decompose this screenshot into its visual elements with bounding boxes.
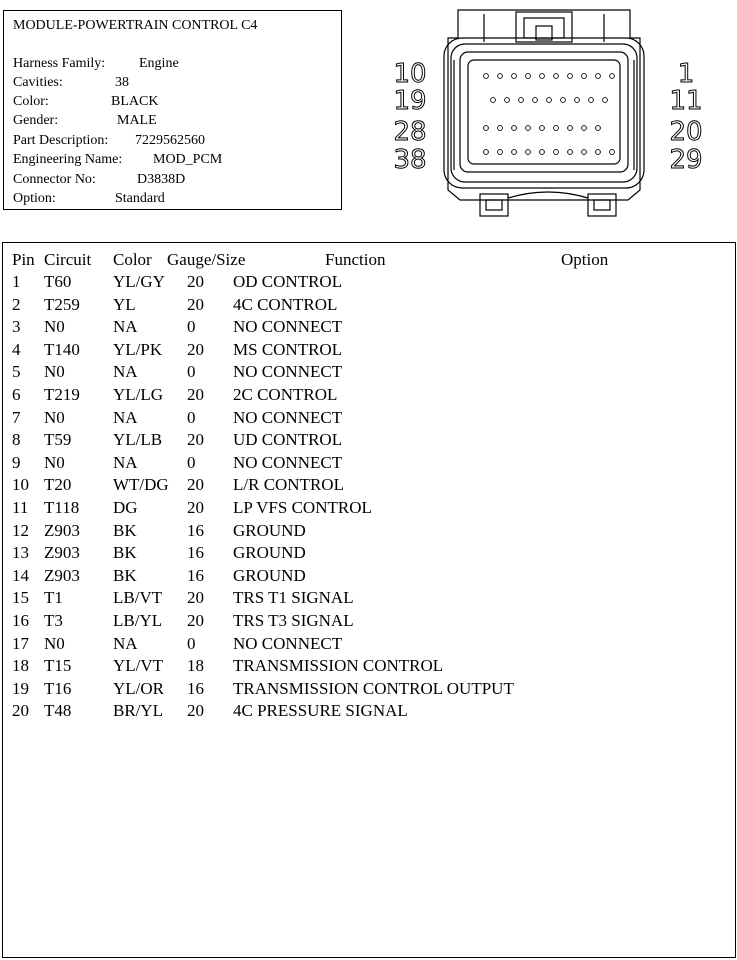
header-option: Option xyxy=(561,250,609,269)
field-engineering-name xyxy=(13,152,223,168)
cell-circuit: T3 xyxy=(44,611,63,630)
cell-color: YL/VT xyxy=(113,656,164,676)
cell-function: GROUND xyxy=(233,565,306,585)
cell-gauge: 0 xyxy=(187,633,196,653)
cell-color: YL/LB xyxy=(113,430,163,450)
cell-function: OD CONTROL xyxy=(233,272,343,291)
cell-pin: 7 xyxy=(12,407,21,427)
header-pin: Pin xyxy=(12,250,35,269)
cavity-label-11: 11 xyxy=(669,86,703,116)
cell-circuit: N0 xyxy=(44,407,65,427)
header-gauge: Gauge/Size xyxy=(167,250,246,269)
cell-pin: 15 xyxy=(12,588,29,608)
cell-function: GROUND xyxy=(233,543,306,563)
bottom-tab-left xyxy=(480,194,508,216)
cell-function: 2C CONTROL xyxy=(233,385,338,404)
header-function: Function xyxy=(325,250,386,269)
field-label: Part Description: xyxy=(13,133,109,148)
cell-circuit: Z903 xyxy=(44,565,80,585)
cell-color: YL/OR xyxy=(113,678,164,698)
field-part-description xyxy=(13,133,205,149)
module-title: MODULE-POWERTRAIN CONTROL C4 xyxy=(13,18,258,33)
field-harness-family xyxy=(13,56,179,72)
cell-color: NA xyxy=(113,452,138,472)
cell-color: YL xyxy=(113,294,136,314)
field-value: MALE xyxy=(117,113,157,128)
cell-circuit: T20 xyxy=(44,475,72,495)
cell-function: UD CONTROL xyxy=(233,430,343,450)
cell-pin: 4 xyxy=(12,339,21,359)
top-latch-inner xyxy=(524,18,564,38)
cell-pin: 19 xyxy=(12,678,29,698)
cell-pin: 5 xyxy=(12,362,21,382)
field-connector-no xyxy=(13,172,186,188)
field-color xyxy=(13,94,159,110)
cell-pin: 6 xyxy=(12,385,21,404)
cell-circuit: T140 xyxy=(44,339,80,359)
cell-gauge: 0 xyxy=(187,317,196,337)
field-value: 38 xyxy=(115,75,129,90)
cell-color: LB/VT xyxy=(113,588,163,608)
field-value: 7229562560 xyxy=(135,133,205,148)
cell-function: LP VFS CONTROL xyxy=(233,498,372,517)
field-label: Engineering Name: xyxy=(13,152,123,167)
cell-color: DG xyxy=(113,498,138,517)
cell-pin: 16 xyxy=(12,611,29,630)
header-color: Color xyxy=(113,250,152,269)
cell-circuit: T1 xyxy=(44,588,63,608)
cell-circuit: N0 xyxy=(44,633,65,653)
cell-color: NA xyxy=(113,407,138,427)
cell-gauge: 16 xyxy=(187,565,204,585)
cell-color: BK xyxy=(113,520,137,540)
cell-circuit: T118 xyxy=(44,498,80,517)
field-value: D3838D xyxy=(137,172,186,187)
cell-pin: 18 xyxy=(12,656,29,676)
cavity-label-10: 10 xyxy=(393,59,427,89)
cell-gauge: 20 xyxy=(187,701,204,721)
cell-circuit: N0 xyxy=(44,317,65,337)
cavity-label-38: 38 xyxy=(393,145,427,175)
cavity-label-19: 19 xyxy=(393,86,427,116)
cell-pin: 14 xyxy=(12,565,29,585)
cell-color: BK xyxy=(113,565,137,585)
cell-pin: 20 xyxy=(12,701,29,721)
cell-pin: 17 xyxy=(12,633,29,653)
cell-color: NA xyxy=(113,633,138,653)
cell-color: BR/YL xyxy=(113,701,164,721)
cell-gauge: 0 xyxy=(187,362,196,382)
cell-function: NO CONNECT xyxy=(233,452,343,472)
field-label: Connector No: xyxy=(13,172,96,187)
field-option xyxy=(13,191,165,207)
cell-gauge: 20 xyxy=(187,339,204,359)
cell-gauge: 0 xyxy=(187,407,196,427)
cell-function: NO CONNECT xyxy=(233,317,343,337)
cell-gauge: 20 xyxy=(187,385,204,404)
header-circuit: Circuit xyxy=(44,250,92,269)
cell-function: NO CONNECT xyxy=(233,633,343,653)
cell-color: BK xyxy=(113,543,137,563)
cell-gauge: 20 xyxy=(187,498,204,517)
cell-pin: 10 xyxy=(12,475,29,495)
cell-color: NA xyxy=(113,362,138,382)
connector-body-inner xyxy=(451,44,637,182)
cell-circuit: T59 xyxy=(44,430,72,450)
cell-color: LB/YL xyxy=(113,611,163,630)
cell-function: TRANSMISSION CONTROL OUTPUT xyxy=(233,678,514,698)
cell-pin: 3 xyxy=(12,317,21,337)
cell-pin: 9 xyxy=(12,452,21,472)
cell-function: TRS T3 SIGNAL xyxy=(233,611,354,630)
cell-gauge: 20 xyxy=(187,588,204,608)
cell-circuit: T15 xyxy=(44,656,72,676)
cell-gauge: 20 xyxy=(187,611,204,630)
cell-function: TRS T1 SIGNAL xyxy=(233,588,354,608)
cell-function: NO CONNECT xyxy=(233,407,343,427)
cell-pin: 12 xyxy=(12,520,29,540)
cavity-label-20: 20 xyxy=(669,117,703,147)
cell-circuit: N0 xyxy=(44,362,65,382)
field-label: Option: xyxy=(13,191,56,206)
cell-gauge: 20 xyxy=(187,475,204,495)
module-info-box xyxy=(3,10,342,210)
field-value: Standard xyxy=(115,191,165,206)
cell-pin: 8 xyxy=(12,430,21,450)
cell-circuit: Z903 xyxy=(44,520,80,540)
cell-gauge: 20 xyxy=(187,294,204,314)
cell-gauge: 18 xyxy=(187,656,204,676)
field-value: MOD_PCM xyxy=(153,152,223,167)
cavity-label-1: 1 xyxy=(677,59,695,89)
cell-circuit: N0 xyxy=(44,452,65,472)
field-label: Harness Family: xyxy=(13,56,106,71)
cell-circuit: T16 xyxy=(44,678,72,698)
cell-gauge: 20 xyxy=(187,430,204,450)
cell-function: L/R CONTROL xyxy=(233,475,344,495)
cell-circuit: T48 xyxy=(44,701,72,721)
cell-function: 4C CONTROL xyxy=(233,294,338,314)
field-cavities xyxy=(13,75,129,91)
cavity-row-4 xyxy=(484,150,615,155)
cell-function: 4C PRESSURE SIGNAL xyxy=(233,701,408,721)
field-label: Gender: xyxy=(13,113,59,128)
field-value: BLACK xyxy=(111,94,159,109)
connector-diagram xyxy=(388,0,718,225)
cell-circuit: T219 xyxy=(44,385,80,404)
cell-color: NA xyxy=(113,317,138,337)
cavity-row-3 xyxy=(484,126,601,131)
cell-circuit: T259 xyxy=(44,294,80,314)
cavity-row-1 xyxy=(484,74,615,79)
field-label: Color: xyxy=(13,94,49,109)
cell-function: GROUND xyxy=(233,520,306,540)
cell-pin: 2 xyxy=(12,294,21,314)
cell-circuit: T60 xyxy=(44,272,72,291)
cell-pin: 11 xyxy=(12,498,29,517)
cell-color: YL/GY xyxy=(113,272,165,291)
field-value: Engine xyxy=(139,56,179,71)
cell-gauge: 16 xyxy=(187,520,204,540)
cell-pin: 13 xyxy=(12,543,29,563)
cell-color: WT/DG xyxy=(113,475,169,495)
bottom-tab-right-inner xyxy=(594,200,610,210)
cavity-row-2 xyxy=(491,98,608,103)
cell-color: YL/PK xyxy=(113,339,163,359)
bottom-tab-left-inner xyxy=(486,200,502,210)
cell-function: NO CONNECT xyxy=(233,362,343,382)
cell-gauge: 16 xyxy=(187,543,204,563)
cell-function: TRANSMISSION CONTROL xyxy=(233,656,444,676)
cell-gauge: 16 xyxy=(187,678,204,698)
field-gender xyxy=(13,113,157,129)
cell-function: MS CONTROL xyxy=(233,339,343,359)
cell-color: YL/LG xyxy=(113,385,164,404)
field-label: Cavities: xyxy=(13,75,63,90)
cavity-label-28: 28 xyxy=(393,117,427,147)
cell-gauge: 20 xyxy=(187,272,204,291)
bottom-tab-right xyxy=(588,194,616,216)
cell-pin: 1 xyxy=(12,272,21,291)
cavity-label-29: 29 xyxy=(669,145,703,175)
pin-table xyxy=(2,242,736,958)
cell-circuit: Z903 xyxy=(44,543,80,563)
cell-gauge: 0 xyxy=(187,452,196,472)
